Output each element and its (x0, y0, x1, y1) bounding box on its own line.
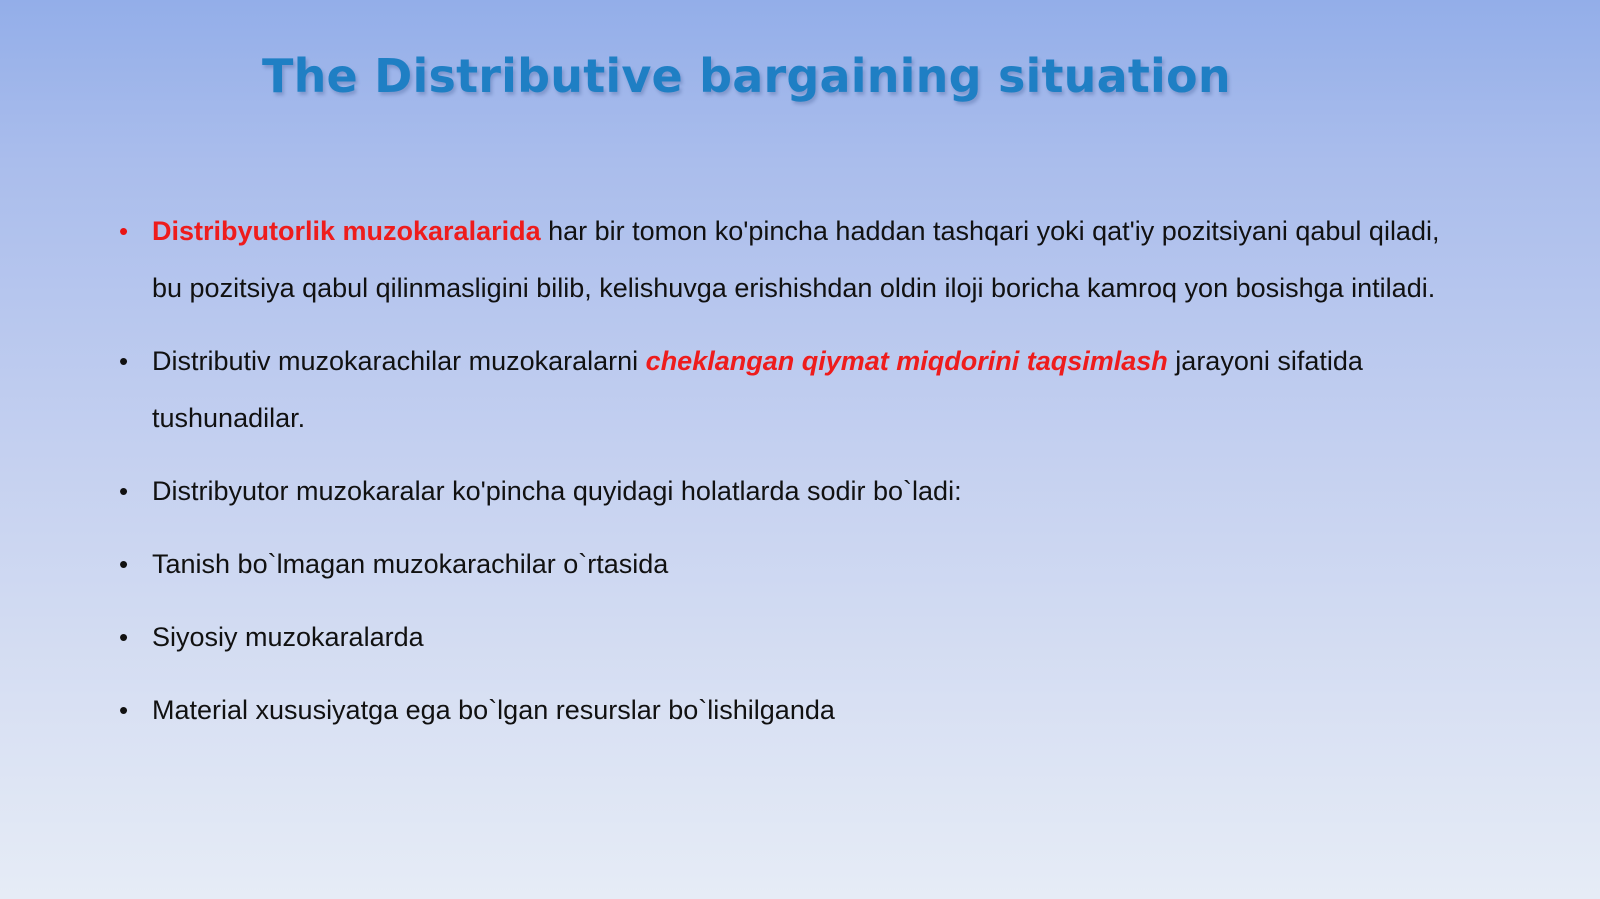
bullet-item (116, 203, 1466, 317)
bullet-text: Siyosiy muzokaralarda (152, 622, 424, 652)
bullet-marker: • (119, 476, 129, 506)
bullet-item (116, 609, 1466, 666)
bullet-marker: • (119, 216, 129, 246)
bullet-marker: • (119, 346, 129, 376)
bullet-text: Distributiv muzokarachilar muzokaralarni (152, 346, 646, 376)
bullet-marker: • (119, 622, 129, 652)
highlighted-term: Distribyutorlik muzokaralarida (152, 216, 541, 246)
bullet-item (116, 333, 1466, 447)
bullet-marker: • (119, 695, 129, 725)
slide-title: The Distributive bargaining situation (262, 49, 1231, 103)
bullet-item (116, 682, 1466, 739)
bullet-item (116, 536, 1466, 593)
bullet-text-continued: jarayoni sifatida tushunadilar. (152, 346, 1363, 433)
bullet-text: Material xususiyatga ega bo`lgan resurslar bo`lishilganda (152, 695, 835, 725)
bullet-item (116, 463, 1466, 520)
bullet-marker: • (119, 549, 129, 579)
highlighted-term: cheklangan qiymat miqdorini taqsimlash (645, 346, 1168, 376)
bullet-list (116, 203, 1466, 755)
bullet-text: Distribyutor muzokaralar ko'pincha quyidagi holatlarda sodir bo`ladi: (152, 476, 962, 506)
bullet-text: har bir tomon ko'pincha haddan tashqari yoki qat'iy pozitsiyani qabul qiladi, bu pozitsiya qabul qilinmasligini bilib, kelishuvga erishishdan oldin iloji boricha kamroq yon bosishga intiladi. (152, 216, 1440, 303)
bullet-text: Tanish bo`lmagan muzokarachilar o`rtasida (152, 549, 669, 579)
